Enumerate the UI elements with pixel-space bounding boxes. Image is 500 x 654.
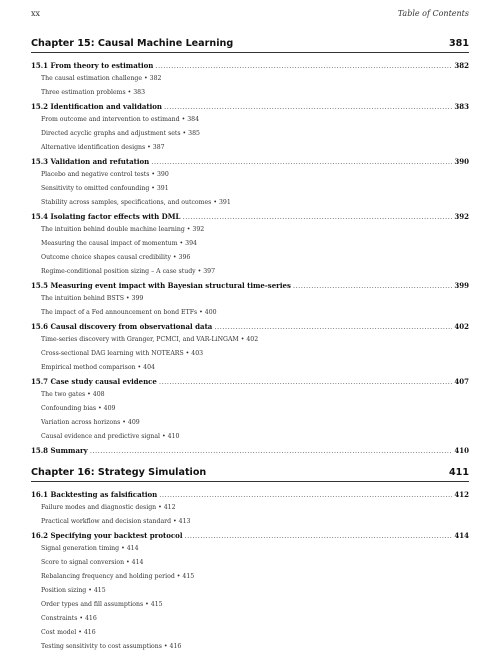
dot-leader: [151, 158, 452, 166]
subsection-entry[interactable]: Outcome choice shapes causal credibility • 396: [41, 254, 191, 261]
section-title: 15.4 Isolating factor effects with DML: [31, 212, 181, 221]
section-entry[interactable]: [31, 322, 469, 333]
section-page-number: 382: [454, 61, 469, 70]
subsection-entry[interactable]: Directed acyclic graphs and adjustment sets • 385: [41, 130, 200, 137]
subsection-entry[interactable]: Position sizing • 415: [41, 587, 106, 594]
section-page-number: 410: [454, 446, 469, 455]
subsection-entry[interactable]: Order types and fill assumptions • 415: [41, 601, 163, 608]
running-header: [31, 9, 469, 21]
dot-leader: [214, 323, 452, 331]
dot-leader: [182, 213, 452, 221]
running-title: Table of Contents: [397, 9, 469, 18]
section-page-number: 392: [454, 212, 469, 221]
subsection-entry[interactable]: Empirical method comparison • 404: [41, 364, 155, 371]
dot-leader: [90, 447, 453, 455]
dot-leader: [159, 378, 452, 386]
subsection-entry[interactable]: Signal generation timing • 414: [41, 545, 139, 552]
subsection-entry[interactable]: Cost model • 416: [41, 629, 96, 636]
subsection-entry[interactable]: Confounding bias • 409: [41, 405, 116, 412]
section-title: 15.2 Identification and validation: [31, 102, 163, 111]
section-page-number: 402: [454, 322, 469, 331]
section-title: 15.8 Summary: [31, 446, 88, 455]
subsection-entry[interactable]: Rebalancing frequency and holding period • 415: [41, 573, 195, 580]
section-entry[interactable]: [31, 490, 469, 501]
section-entry[interactable]: [31, 212, 469, 223]
section-title: 16.2 Specifying your backtest protocol: [31, 531, 183, 540]
subsection-entry[interactable]: Causal evidence and predictive signal • 410: [41, 433, 180, 440]
subsection-entry[interactable]: From outcome and intervention to estimand • 384: [41, 116, 200, 123]
subsection-entry[interactable]: Three estimation problems • 383: [41, 89, 146, 96]
chapter-heading[interactable]: [31, 38, 469, 53]
section-title: 15.1 From theory to estimation: [31, 61, 154, 70]
subsection-entry[interactable]: Alternative identification designs • 387: [41, 144, 165, 151]
dot-leader: [185, 532, 453, 540]
page-number-roman: xx: [31, 9, 41, 18]
subsection-entry[interactable]: The intuition behind double machine learning • 392: [41, 226, 205, 233]
section-page-number: 383: [454, 102, 469, 111]
subsection-entry[interactable]: The causal estimation challenge • 382: [41, 75, 162, 82]
dot-leader: [155, 62, 452, 70]
section-page-number: 412: [454, 490, 469, 499]
subsection-entry[interactable]: Practical workflow and decision standard • 413: [41, 518, 191, 525]
section-entry[interactable]: [31, 157, 469, 168]
subsection-entry[interactable]: Failure modes and diagnostic design • 412: [41, 504, 176, 511]
table-of-contents: [31, 38, 469, 654]
section-entry[interactable]: [31, 531, 469, 542]
chapter-heading[interactable]: [31, 467, 469, 482]
subsection-entry[interactable]: Constraints • 416: [41, 615, 97, 622]
subsection-entry[interactable]: Regime-conditional position sizing – A case study • 397: [41, 268, 216, 275]
section-title: 15.6 Causal discovery from observational data: [31, 322, 213, 331]
subsection-entry[interactable]: Stability across samples, specifications, and outcomes • 391: [41, 199, 231, 206]
section-title: 16.1 Backtesting as falsification: [31, 490, 158, 499]
chapter-title: Chapter 15: Causal Machine Learning: [31, 38, 234, 49]
chapter-title: Chapter 16: Strategy Simulation: [31, 467, 207, 478]
section-entry[interactable]: [31, 281, 469, 292]
section-entry[interactable]: [31, 446, 469, 457]
section-title: 15.3 Validation and refutation: [31, 157, 150, 166]
chapter-page-number: 411: [448, 467, 469, 478]
dot-leader: [293, 282, 452, 290]
section-page-number: 390: [454, 157, 469, 166]
subsection-entry[interactable]: The two gates • 408: [41, 391, 105, 398]
subsection-entry[interactable]: Placebo and negative control tests • 390: [41, 171, 169, 178]
section-page-number: 399: [454, 281, 469, 290]
dot-leader: [159, 491, 452, 499]
section-entry[interactable]: [31, 102, 469, 113]
subsection-entry[interactable]: Testing sensitivity to cost assumptions • 416: [41, 643, 182, 650]
section-title: 15.7 Case study causal evidence: [31, 377, 157, 386]
chapter-spacer: [31, 457, 469, 467]
subsection-entry[interactable]: Measuring the causal impact of momentum • 394: [41, 240, 197, 247]
chapter-page-number: 381: [448, 38, 469, 49]
subsection-entry[interactable]: Score to signal conversion • 414: [41, 559, 144, 566]
subsection-entry[interactable]: Time-series discovery with Granger, PCMCI, and VAR-LiNGAM • 402: [41, 336, 259, 343]
subsection-entry[interactable]: Sensitivity to omitted confounding • 391: [41, 185, 169, 192]
subsection-entry[interactable]: Cross-sectional DAG learning with NOTEARS • 403: [41, 350, 204, 357]
subsection-entry[interactable]: The intuition behind BSTS • 399: [41, 295, 144, 302]
section-title: 15.5 Measuring event impact with Bayesian structural time-series: [31, 281, 291, 290]
section-page-number: 407: [454, 377, 469, 386]
subsection-entry[interactable]: Variation across horizons • 409: [41, 419, 140, 426]
section-entry[interactable]: [31, 61, 469, 72]
section-entry[interactable]: [31, 377, 469, 388]
dot-leader: [164, 103, 452, 111]
section-page-number: 414: [454, 531, 469, 540]
subsection-entry[interactable]: The impact of a Fed announcement on bond ETFs • 400: [41, 309, 217, 316]
